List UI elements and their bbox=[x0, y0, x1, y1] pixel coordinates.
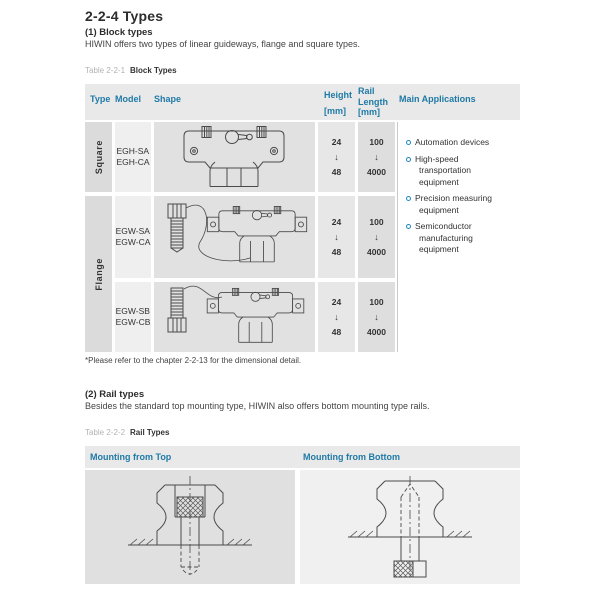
ring-bullet-icon bbox=[406, 140, 411, 145]
application-item: Precision measuring equipment bbox=[406, 193, 509, 216]
ring-bullet-icon bbox=[406, 196, 411, 201]
type-cell-square bbox=[85, 122, 112, 192]
caption-title: Block Types bbox=[130, 66, 177, 75]
down-arrow-icon: ↓ bbox=[374, 311, 379, 322]
rail-table-caption bbox=[85, 428, 169, 437]
type-label-square: Square bbox=[93, 139, 104, 175]
height-cell-row3: 24 ↓ 48 bbox=[318, 282, 355, 352]
caption-title: Rail Types bbox=[130, 428, 170, 437]
down-arrow-icon: ↓ bbox=[374, 151, 379, 162]
height-cell-row2: 24 ↓ 48 bbox=[318, 196, 355, 278]
block-types-intro: HIWIN offers two types of linear guideways, flange and square types. bbox=[85, 39, 360, 49]
mounting-from-top-drawing bbox=[108, 473, 272, 581]
model-cell-row2: EGW-SA EGW-CA bbox=[115, 196, 151, 278]
application-item: Semiconductor manufacturing equipment bbox=[406, 221, 509, 256]
col-header-rail-length: Rail Length [mm] bbox=[358, 86, 388, 117]
application-item: High-speed transportation equipment bbox=[406, 154, 509, 189]
type-label-flange: Flange bbox=[93, 257, 104, 291]
type-cell-flange bbox=[85, 196, 112, 352]
block-table-footnote: *Please refer to the chapter 2-2-13 for the dimensional detail. bbox=[85, 356, 302, 365]
rail-length-cell-row3: 100 ↓ 4000 bbox=[358, 282, 395, 352]
down-arrow-icon: ↓ bbox=[374, 231, 379, 242]
flange-block-top-bolt-drawing bbox=[154, 196, 315, 278]
rail-types-intro: Besides the standard top mounting type, HIWIN also offers bottom mounting type rails. bbox=[85, 401, 430, 411]
rail-types-heading: (2) Rail types bbox=[85, 389, 145, 400]
ring-bullet-icon bbox=[406, 157, 411, 162]
mounting-from-bottom-drawing bbox=[328, 473, 492, 581]
main-applications-panel bbox=[397, 122, 520, 352]
col-header-shape: Shape bbox=[154, 94, 182, 104]
square-block-drawing bbox=[172, 125, 298, 189]
application-item: Automation devices bbox=[406, 137, 509, 149]
col-header-mounting-top: Mounting from Top bbox=[90, 452, 172, 462]
caption-prefix: Table 2-2-2 bbox=[85, 428, 126, 437]
col-header-height: Height [mm] bbox=[324, 90, 352, 116]
caption-prefix: Table 2-2-1 bbox=[85, 66, 126, 75]
col-header-model: Model bbox=[115, 94, 141, 104]
block-types-heading: (1) Block types bbox=[85, 27, 153, 38]
shape-cell-row3 bbox=[154, 282, 315, 352]
block-table-caption bbox=[85, 66, 177, 75]
down-arrow-icon: ↓ bbox=[334, 231, 339, 242]
col-header-mounting-bottom: Mounting from Bottom bbox=[303, 452, 400, 462]
mounting-from-bottom-cell bbox=[300, 470, 520, 584]
block-table-header-row bbox=[85, 84, 520, 120]
shape-cell-row1 bbox=[154, 122, 315, 192]
model-cell-row1: EGH-SA EGH-CA bbox=[115, 122, 151, 192]
rail-table-header-row bbox=[85, 446, 520, 468]
rail-length-cell-row2: 100 ↓ 4000 bbox=[358, 196, 395, 278]
height-cell-row1: 24 ↓ 48 bbox=[318, 122, 355, 192]
down-arrow-icon: ↓ bbox=[334, 311, 339, 322]
col-header-type: Type bbox=[90, 94, 111, 104]
col-header-main-applications: Main Applications bbox=[399, 94, 476, 104]
page-title: 2-2-4 Types bbox=[85, 8, 164, 24]
model-cell-row3: EGW-SB EGW-CB bbox=[115, 282, 151, 352]
ring-bullet-icon bbox=[406, 224, 411, 229]
flange-block-bottom-bolt-drawing bbox=[154, 282, 315, 352]
down-arrow-icon: ↓ bbox=[334, 151, 339, 162]
mounting-from-top-cell bbox=[85, 470, 295, 584]
shape-cell-row2 bbox=[154, 196, 315, 278]
rail-length-cell-row1: 100 ↓ 4000 bbox=[358, 122, 395, 192]
